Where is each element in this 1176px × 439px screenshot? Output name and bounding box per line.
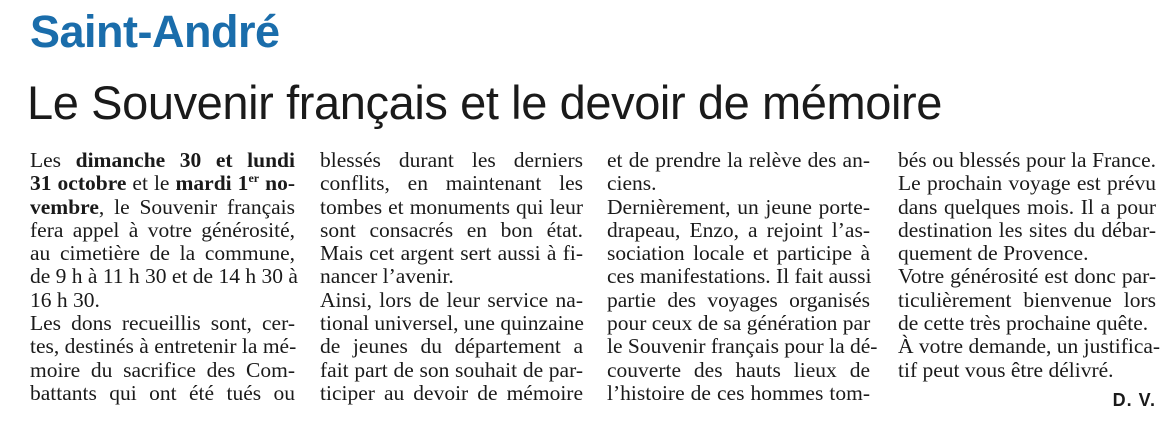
text-line: tional universel, une quinzaine	[320, 311, 584, 336]
text-line: sociation locale et participe à	[607, 241, 870, 266]
text-line: tes, destinés à entretenir la mé-	[30, 334, 297, 359]
bold-text: vembre	[30, 194, 99, 219]
text-line: fait part de son souhait de par-	[320, 357, 583, 382]
text-line: de 9 h à 11 h 30 et de 14 h 30 à	[30, 264, 298, 289]
text-line: blessés durant les derniers	[320, 148, 583, 172]
text-line: nancer l’avenir.	[320, 264, 454, 289]
text-line: À votre demande, un justifica-	[898, 334, 1161, 359]
text-line: 16 h 30.	[30, 287, 100, 312]
text-line: dans quelques mois. Il a pour	[898, 194, 1156, 219]
text-line: de jeunes du département a	[320, 334, 583, 359]
article-column-1	[30, 148, 298, 405]
text-line: couverte des hauts lieux de	[607, 357, 870, 382]
text-line: et de prendre la relève des an-	[607, 148, 870, 172]
text-line: tombes et monuments qui leur	[320, 194, 583, 219]
article-column-3	[607, 148, 878, 405]
text-line: Votre générosité est donc par-	[898, 264, 1156, 289]
bold-text: 31 octobre	[30, 171, 127, 196]
text-line: battants qui ont été tués ou	[30, 380, 295, 405]
text-line: partie des voyages organisés	[607, 287, 870, 312]
bold-text: no-	[259, 171, 295, 196]
bold-text: mardi 1	[175, 171, 249, 196]
text-line: de cette très prochaine quête.	[898, 311, 1149, 336]
superscript: er	[248, 171, 260, 186]
text-line: vembre, le Souvenir français	[30, 194, 295, 219]
text-line: fera appel à votre générosité,	[30, 217, 295, 242]
article-column-2	[320, 149, 583, 405]
text-line: ticiper au devoir de mémoire	[320, 380, 583, 405]
text-line: bés ou blessés pour la France.	[898, 148, 1156, 172]
text-line: destination les sites du débar-	[898, 217, 1156, 242]
text-line: ciens.	[607, 171, 657, 196]
article-headline: Le Souvenir français et le devoir de mémoire	[27, 76, 943, 129]
text-line: pour ceux de sa génération par	[607, 311, 871, 336]
text-line: Mais cet argent sert aussi à fi-	[320, 241, 583, 266]
text-line: sont consacrés en bon état.	[320, 217, 583, 242]
article-column-4	[898, 148, 1161, 382]
text-line: au cimetière de la commune,	[30, 241, 295, 266]
text-line: tif peut vous être délivré.	[898, 357, 1114, 382]
bold-text: dimanche 30 et lundi	[75, 148, 295, 172]
text-line: Le prochain voyage est prévu	[898, 171, 1156, 196]
text-line: Dernièrement, un jeune porte-	[607, 194, 870, 219]
text-line: moire du sacrifice des Com-	[30, 357, 295, 382]
text-line: ticulièrement bienvenue lors	[898, 287, 1156, 312]
text-line: le Souvenir français pour la dé-	[607, 334, 878, 359]
text-line: 31 octobre et le mardi 1er no-	[30, 171, 295, 196]
text-line: Les dons recueillis sont, cer-	[30, 311, 295, 336]
text-line: conflits, en maintenant les	[320, 171, 583, 196]
text-line: ces manifestations. Il fait aussi	[607, 264, 872, 289]
text-line: Ainsi, lors de leur service na-	[320, 287, 583, 312]
article-kicker: Saint-André	[30, 6, 280, 57]
text-line: Les dimanche 30 et lundi	[30, 148, 295, 172]
article-signature: D. V.	[1112, 390, 1156, 410]
text-line: drapeau, Enzo, a rejoint l’as-	[607, 217, 870, 242]
text-line: quement de Provence.	[898, 241, 1089, 266]
text-line: l’histoire de ces hommes tom-	[607, 380, 870, 405]
